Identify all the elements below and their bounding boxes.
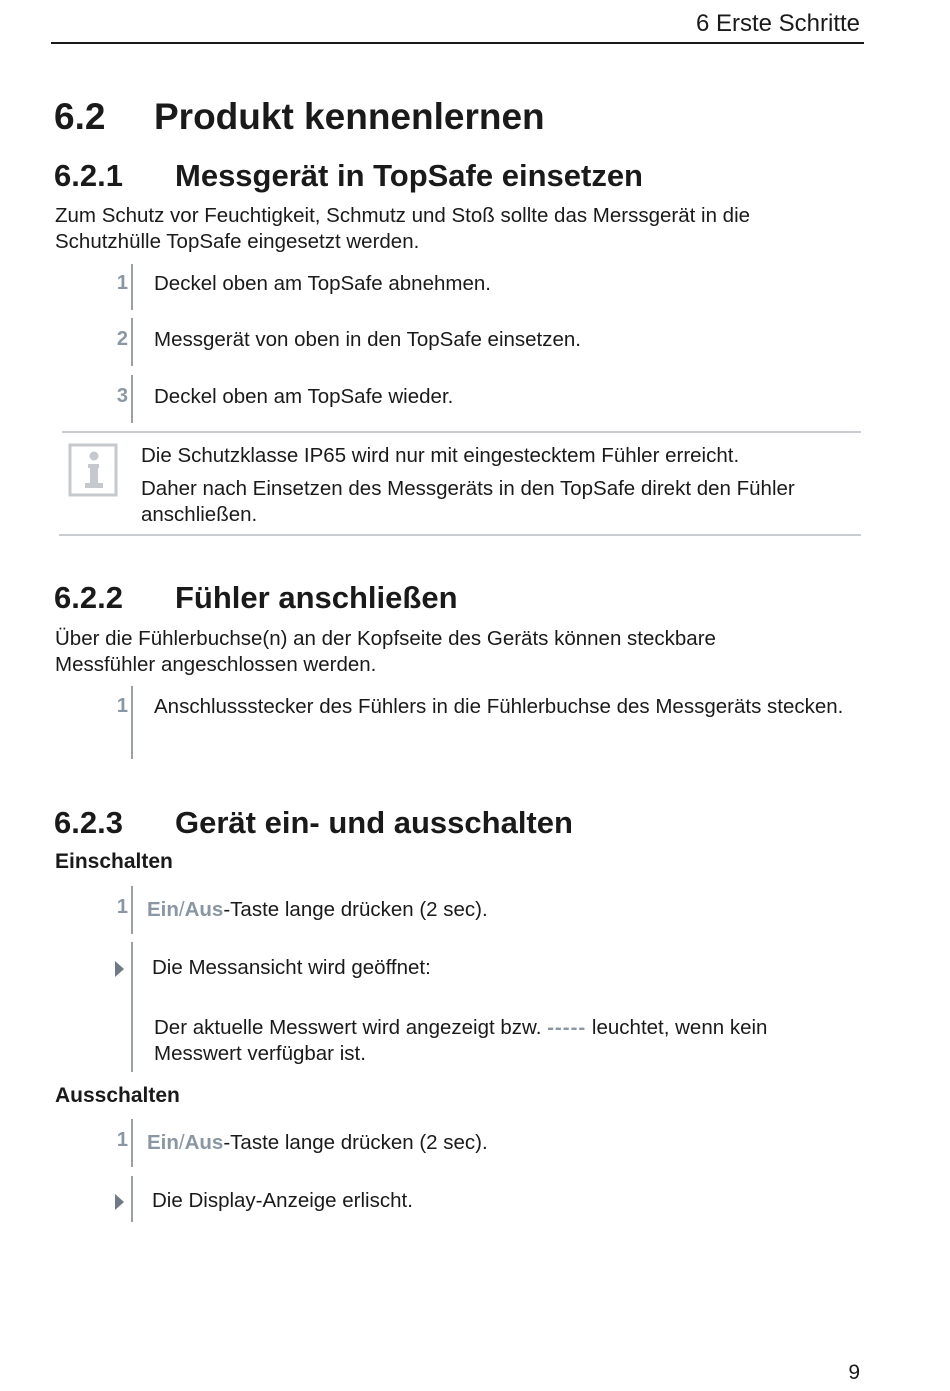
info-box-bottom-rule: [59, 534, 861, 536]
step-text: Messgerät von oben in den TopSafe einsetzen.: [154, 328, 581, 351]
step-bar: [131, 264, 133, 310]
info-box-top-rule: [62, 431, 861, 433]
heading-title: Gerät ein- und ausschalten: [175, 805, 573, 840]
subheading-einschalten: Einschalten: [55, 850, 173, 873]
info-line-1: Die Schutzklasse IP65 wird nur mit eingestecktem Fühler erreicht.: [141, 444, 740, 467]
step-number: 1: [116, 272, 128, 294]
step-text: Anschlussstecker des Fühlers in die Fühlerbuchse des Messgeräts stecken.: [154, 695, 844, 718]
result-note: [154, 1015, 844, 1067]
key-separator: /: [178, 898, 185, 921]
step-text: Deckel oben am TopSafe abnehmen.: [154, 272, 491, 295]
heading-number: 6.2.3: [54, 805, 123, 840]
step-text-rest: -Taste lange drücken (2 sec).: [223, 1131, 488, 1154]
intro-paragraph: Über die Fühlerbuchse(n) an der Kopfseite des Geräts können steckbare Messfühler angeschlossen werden.: [55, 627, 716, 676]
info-line-2: Daher nach Einsetzen des Messgeräts in den TopSafe direkt den Fühler anschließen.: [141, 477, 795, 526]
step-text-rest: -Taste lange drücken (2 sec).: [223, 898, 488, 921]
step-number: 1: [116, 695, 128, 717]
heading-title: Fühler anschließen: [175, 580, 458, 615]
heading-number: 6.2: [54, 96, 106, 137]
step-bar: [131, 318, 133, 366]
note-text: Der aktuelle Messwert wird angezeigt bzw.: [154, 1016, 548, 1039]
heading-number: 6.2.2: [54, 580, 123, 615]
step-number: 1: [116, 896, 128, 918]
result-text: Die Messansicht wird geöffnet:: [152, 956, 431, 979]
subheading-ausschalten: Ausschalten: [55, 1084, 180, 1107]
heading-number: 6.2.1: [54, 158, 123, 193]
step-bar: [131, 1119, 133, 1167]
no-value-dashes: -----: [547, 1016, 587, 1039]
step-text: [147, 897, 837, 923]
key-aus-label: Aus: [184, 1131, 224, 1154]
step-bar: [131, 886, 133, 934]
step-text: [147, 1130, 837, 1156]
intro-paragraph: Zum Schutz vor Feuchtigkeit, Schmutz und Stoß sollte das Merssgerät in die Schutzhülle TopSafe eingesetzt werden.: [55, 204, 751, 253]
result-arrow-icon: [115, 1194, 124, 1210]
result-text: Die Display-Anzeige erlischt.: [152, 1189, 413, 1212]
header-rule: [51, 42, 864, 44]
info-icon: [68, 443, 118, 497]
heading-title: Produkt kennenlernen: [154, 96, 545, 137]
key-separator: /: [178, 1131, 185, 1154]
result-arrow-icon: [115, 961, 124, 977]
step-bar: [131, 686, 133, 759]
page-number: 9: [848, 1361, 860, 1384]
note-text: leuchtet, wenn kein Messwert verfügbar ist.: [154, 1016, 768, 1065]
key-aus-label: Aus: [184, 898, 224, 921]
step-number: 2: [116, 328, 128, 350]
step-bar: [131, 375, 133, 423]
running-header: 6 Erste Schritte: [695, 10, 860, 37]
key-ein-label: Ein: [147, 1131, 179, 1154]
step-number: 1: [116, 1129, 128, 1151]
key-ein-label: Ein: [147, 898, 179, 921]
step-bar: [131, 1176, 133, 1222]
step-text: Deckel oben am TopSafe wieder.: [154, 385, 454, 408]
step-bar: [131, 942, 133, 1072]
heading-title: Messgerät in TopSafe einsetzen: [175, 158, 643, 193]
step-number: 3: [116, 385, 128, 407]
